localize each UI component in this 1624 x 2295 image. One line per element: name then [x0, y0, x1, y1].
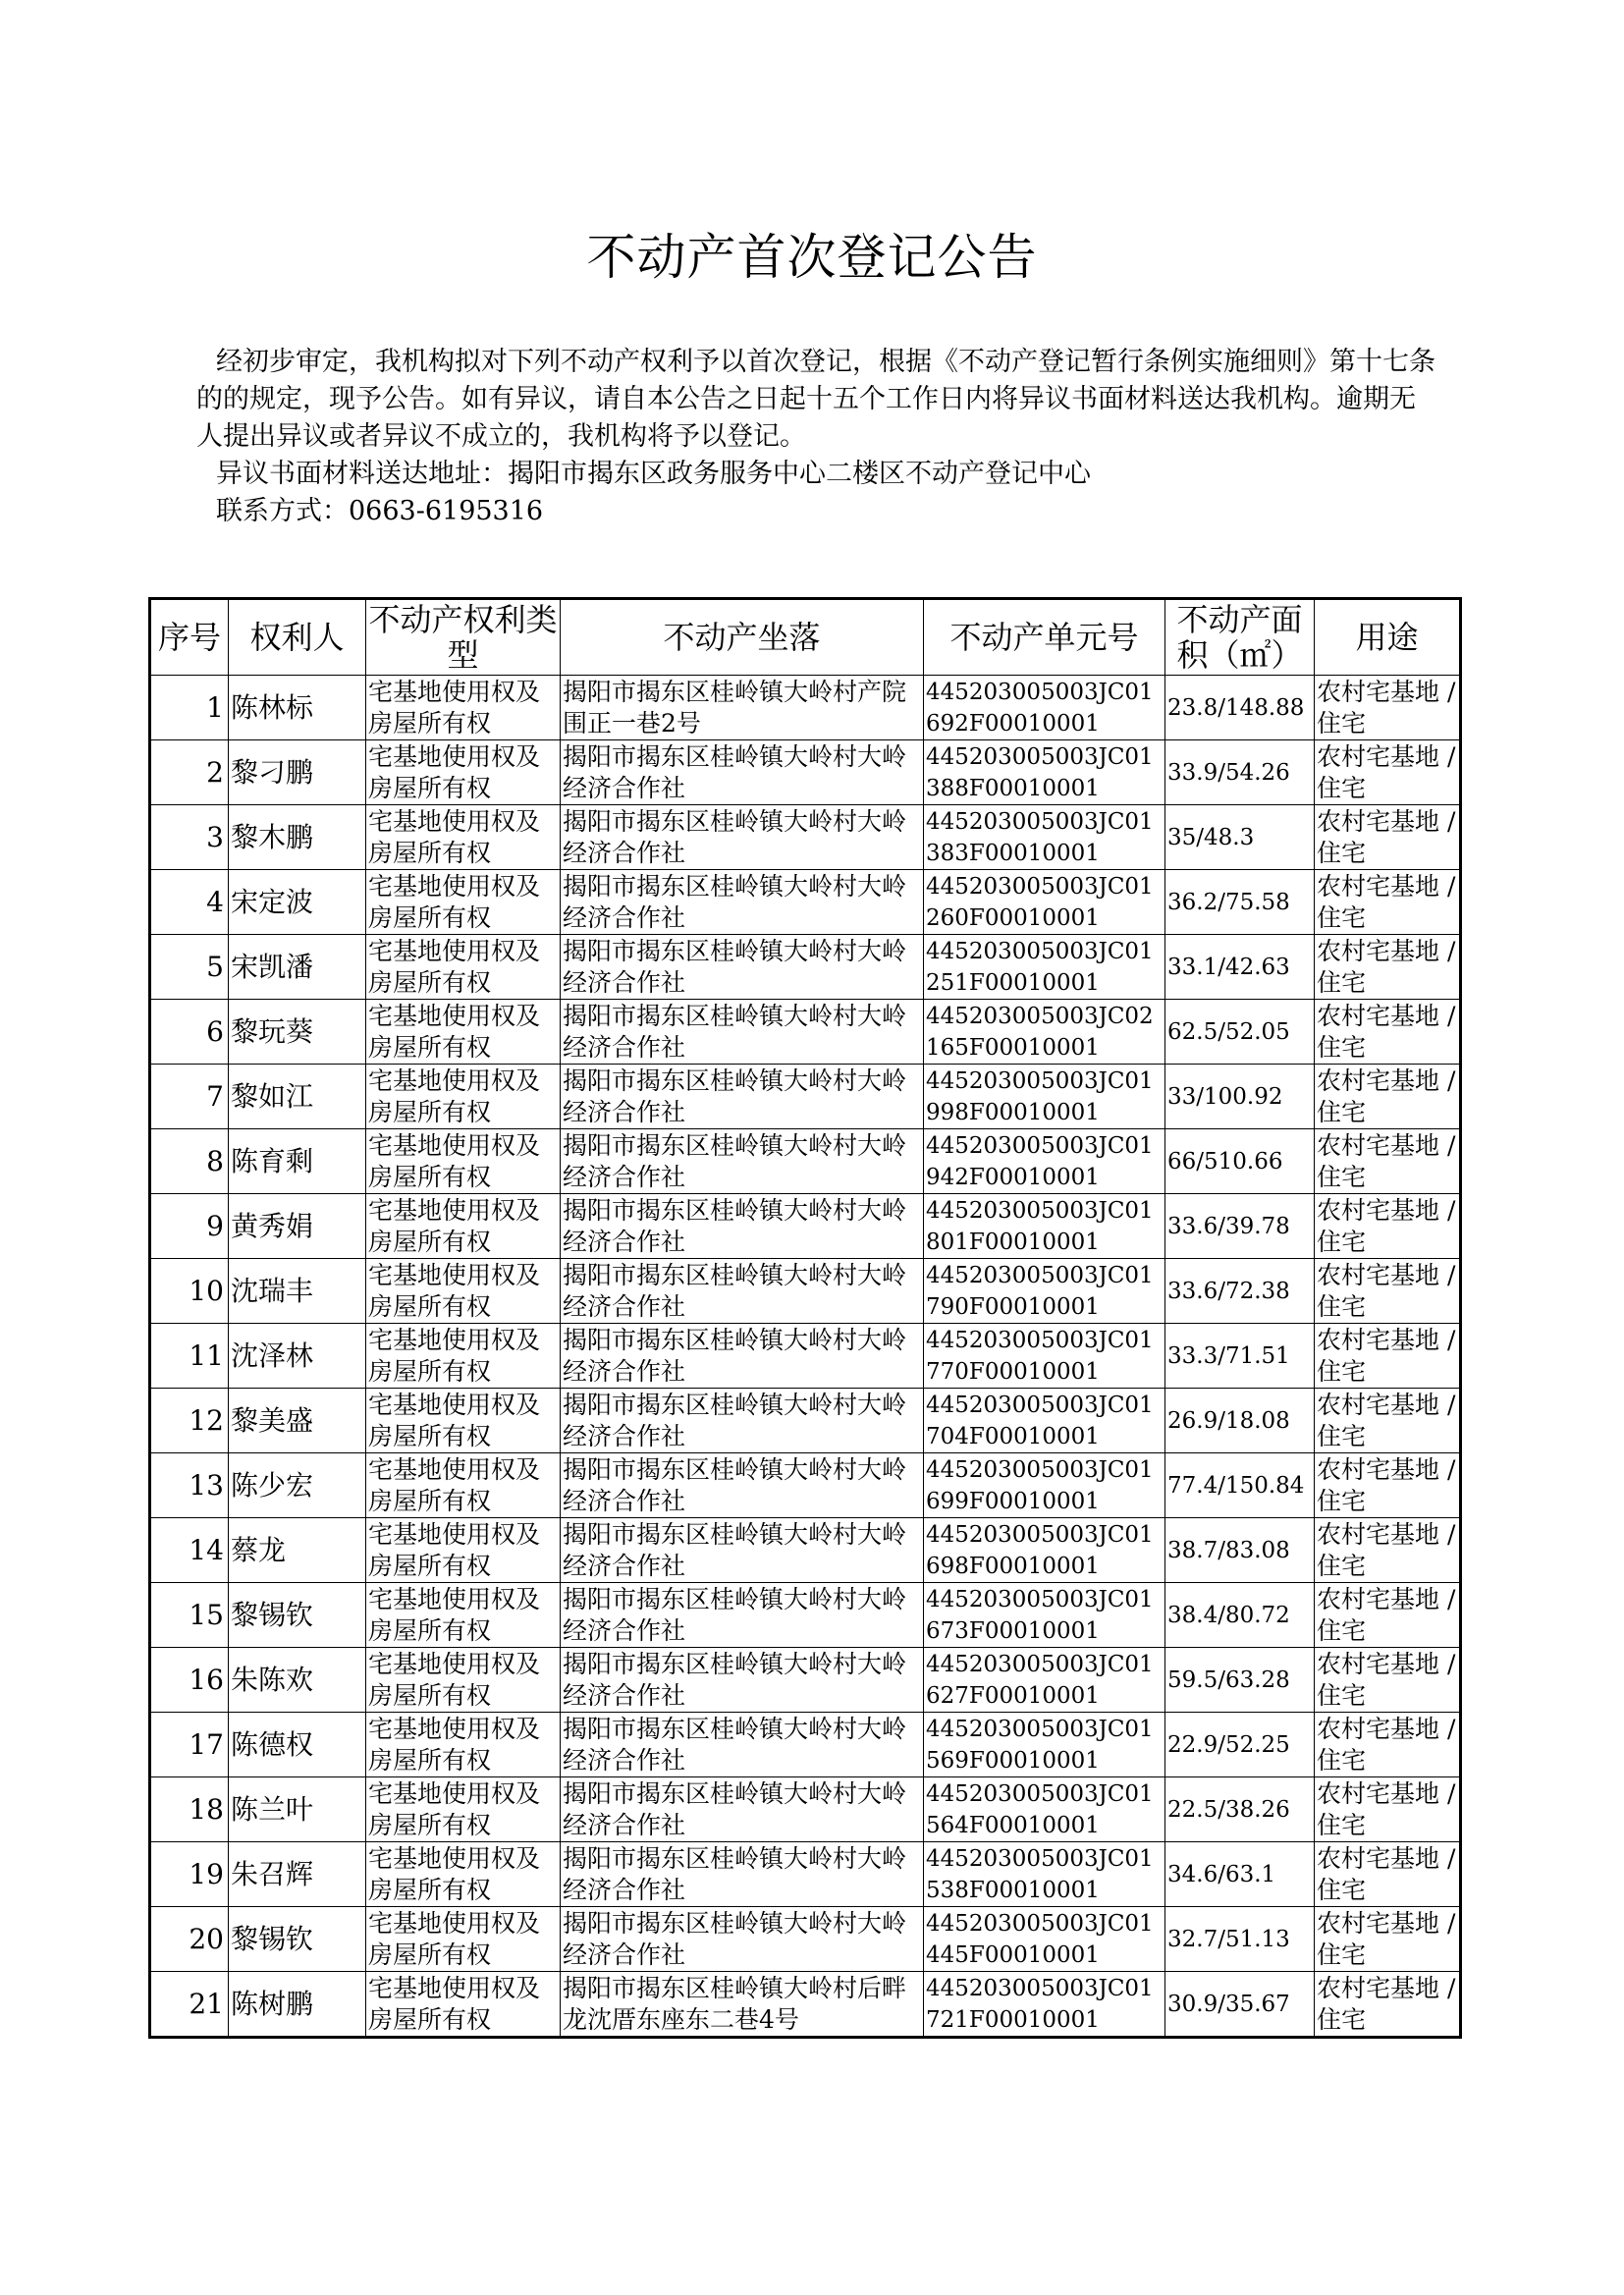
table-row	[150, 1453, 1461, 1518]
cell-area: 38.7/83.08	[1165, 1518, 1315, 1583]
table-row	[150, 1583, 1461, 1648]
cell-unit-number: 445203005003JC01699F00010001	[924, 1453, 1165, 1518]
cell-no: 8	[150, 1129, 229, 1194]
cell-right-type: 宅基地使用权及房屋所有权	[366, 676, 561, 740]
cell-owner: 陈林标	[229, 676, 366, 740]
table-row	[150, 1324, 1461, 1389]
cell-no: 7	[150, 1065, 229, 1129]
objection-address: 异议书面材料送达地址：揭阳市揭东区政务服务中心二楼区不动产登记中心	[216, 459, 1091, 489]
table-row	[150, 1972, 1461, 2038]
cell-unit-number: 445203005003JC01998F00010001	[924, 1065, 1165, 1129]
cell-unit-number: 445203005003JC01564F00010001	[924, 1777, 1165, 1842]
cell-unit-number: 445203005003JC01770F00010001	[924, 1324, 1165, 1389]
cell-no: 21	[150, 1972, 229, 2038]
cell-use: 农村宅基地 / 住宅	[1315, 1324, 1461, 1389]
cell-area: 22.5/38.26	[1165, 1777, 1315, 1842]
cell-right-type: 宅基地使用权及房屋所有权	[366, 1324, 561, 1389]
cell-location: 揭阳市揭东区桂岭镇大岭村大岭经济合作社	[561, 935, 924, 1000]
cell-right-type: 宅基地使用权及房屋所有权	[366, 870, 561, 935]
cell-area: 33/100.92	[1165, 1065, 1315, 1129]
table-row	[150, 1194, 1461, 1259]
cell-location: 揭阳市揭东区桂岭镇大岭村大岭经济合作社	[561, 1065, 924, 1129]
cell-right-type: 宅基地使用权及房屋所有权	[366, 1842, 561, 1907]
cell-no: 19	[150, 1842, 229, 1907]
header-owner: 权利人	[229, 599, 366, 676]
notice-intro	[196, 344, 1437, 530]
table-row	[150, 1389, 1461, 1453]
cell-no: 15	[150, 1583, 229, 1648]
cell-location: 揭阳市揭东区桂岭镇大岭村大岭经济合作社	[561, 1713, 924, 1777]
cell-unit-number: 445203005003JC01445F00010001	[924, 1907, 1165, 1972]
cell-location: 揭阳市揭东区桂岭镇大岭村大岭经济合作社	[561, 1907, 924, 1972]
table-body	[150, 676, 1461, 2038]
cell-location: 揭阳市揭东区桂岭镇大岭村大岭经济合作社	[561, 1842, 924, 1907]
cell-no: 12	[150, 1389, 229, 1453]
header-use: 用途	[1315, 599, 1461, 676]
cell-unit-number: 445203005003JC01383F00010001	[924, 805, 1165, 870]
table-row	[150, 676, 1461, 740]
cell-use: 农村宅基地 / 住宅	[1315, 1842, 1461, 1907]
cell-area: 62.5/52.05	[1165, 1000, 1315, 1065]
cell-use: 农村宅基地 / 住宅	[1315, 935, 1461, 1000]
cell-location: 揭阳市揭东区桂岭镇大岭村大岭经济合作社	[561, 1129, 924, 1194]
cell-owner: 陈少宏	[229, 1453, 366, 1518]
cell-right-type: 宅基地使用权及房屋所有权	[366, 1194, 561, 1259]
notice-paragraph: 经初步审定，我机构拟对下列不动产权利予以首次登记，根据《不动产登记暂行条例实施细则》第十七条的的规定，现予公告。如有异议，请自本公告之日起十五个工作日内将异议书面材料送达我机构。逾期无人提出异议或者异议不成立的，我机构将予以登记。	[196, 347, 1435, 452]
cell-right-type: 宅基地使用权及房屋所有权	[366, 935, 561, 1000]
table-row	[150, 935, 1461, 1000]
cell-unit-number: 445203005003JC01942F00010001	[924, 1129, 1165, 1194]
cell-area: 33.1/42.63	[1165, 935, 1315, 1000]
cell-unit-number: 445203005003JC01790F00010001	[924, 1259, 1165, 1324]
table-row	[150, 1777, 1461, 1842]
cell-area: 33.3/71.51	[1165, 1324, 1315, 1389]
cell-no: 14	[150, 1518, 229, 1583]
cell-no: 10	[150, 1259, 229, 1324]
cell-location: 揭阳市揭东区桂岭镇大岭村大岭经济合作社	[561, 1453, 924, 1518]
cell-right-type: 宅基地使用权及房屋所有权	[366, 1129, 561, 1194]
cell-use: 农村宅基地 / 住宅	[1315, 1259, 1461, 1324]
table-row	[150, 1065, 1461, 1129]
table-row	[150, 1907, 1461, 1972]
cell-owner: 黎美盛	[229, 1389, 366, 1453]
cell-no: 2	[150, 740, 229, 805]
cell-area: 23.8/148.88	[1165, 676, 1315, 740]
cell-unit-number: 445203005003JC01251F00010001	[924, 935, 1165, 1000]
cell-unit-number: 445203005003JC01698F00010001	[924, 1518, 1165, 1583]
cell-no: 6	[150, 1000, 229, 1065]
cell-unit-number: 445203005003JC01692F00010001	[924, 676, 1165, 740]
cell-owner: 宋凯潘	[229, 935, 366, 1000]
cell-owner: 陈兰叶	[229, 1777, 366, 1842]
cell-location: 揭阳市揭东区桂岭镇大岭村大岭经济合作社	[561, 1777, 924, 1842]
cell-no: 5	[150, 935, 229, 1000]
cell-right-type: 宅基地使用权及房屋所有权	[366, 1065, 561, 1129]
cell-owner: 黎锡钦	[229, 1583, 366, 1648]
cell-location: 揭阳市揭东区桂岭镇大岭村大岭经济合作社	[561, 1259, 924, 1324]
cell-unit-number: 445203005003JC01801F00010001	[924, 1194, 1165, 1259]
contact-info: 联系方式：0663-6195316	[216, 496, 544, 526]
cell-unit-number: 445203005003JC02165F00010001	[924, 1000, 1165, 1065]
table-header-row	[150, 599, 1461, 676]
cell-owner: 黎木鹏	[229, 805, 366, 870]
table-row	[150, 805, 1461, 870]
cell-location: 揭阳市揭东区桂岭镇大岭村大岭经济合作社	[561, 805, 924, 870]
table-row	[150, 1259, 1461, 1324]
header-right-type: 不动产权利类型	[366, 599, 561, 676]
cell-area: 26.9/18.08	[1165, 1389, 1315, 1453]
cell-use: 农村宅基地 / 住宅	[1315, 1583, 1461, 1648]
cell-area: 34.6/63.1	[1165, 1842, 1315, 1907]
cell-use: 农村宅基地 / 住宅	[1315, 1518, 1461, 1583]
table-row	[150, 1518, 1461, 1583]
cell-use: 农村宅基地 / 住宅	[1315, 1000, 1461, 1065]
cell-unit-number: 445203005003JC01538F00010001	[924, 1842, 1165, 1907]
cell-use: 农村宅基地 / 住宅	[1315, 1129, 1461, 1194]
cell-area: 38.4/80.72	[1165, 1583, 1315, 1648]
cell-owner: 陈育剩	[229, 1129, 366, 1194]
cell-location: 揭阳市揭东区桂岭镇大岭村大岭经济合作社	[561, 1389, 924, 1453]
cell-area: 36.2/75.58	[1165, 870, 1315, 935]
page-title: 不动产首次登记公告	[586, 229, 1038, 286]
cell-use: 农村宅基地 / 住宅	[1315, 870, 1461, 935]
cell-owner: 宋定波	[229, 870, 366, 935]
cell-unit-number: 445203005003JC01388F00010001	[924, 740, 1165, 805]
cell-use: 农村宅基地 / 住宅	[1315, 1713, 1461, 1777]
cell-right-type: 宅基地使用权及房屋所有权	[366, 1972, 561, 2038]
cell-use: 农村宅基地 / 住宅	[1315, 1907, 1461, 1972]
cell-right-type: 宅基地使用权及房屋所有权	[366, 1907, 561, 1972]
cell-location: 揭阳市揭东区桂岭镇大岭村大岭经济合作社	[561, 1648, 924, 1713]
cell-use: 农村宅基地 / 住宅	[1315, 1648, 1461, 1713]
cell-location: 揭阳市揭东区桂岭镇大岭村后畔龙沈厝东座东二巷4号	[561, 1972, 924, 2038]
header-no: 序号	[150, 599, 229, 676]
cell-owner: 黎如江	[229, 1065, 366, 1129]
cell-no: 18	[150, 1777, 229, 1842]
cell-right-type: 宅基地使用权及房屋所有权	[366, 1777, 561, 1842]
cell-right-type: 宅基地使用权及房屋所有权	[366, 1583, 561, 1648]
cell-right-type: 宅基地使用权及房屋所有权	[366, 805, 561, 870]
cell-location: 揭阳市揭东区桂岭镇大岭村大岭经济合作社	[561, 740, 924, 805]
cell-owner: 沈瑞丰	[229, 1259, 366, 1324]
cell-right-type: 宅基地使用权及房屋所有权	[366, 1259, 561, 1324]
cell-right-type: 宅基地使用权及房屋所有权	[366, 1389, 561, 1453]
cell-no: 13	[150, 1453, 229, 1518]
cell-right-type: 宅基地使用权及房屋所有权	[366, 740, 561, 805]
cell-location: 揭阳市揭东区桂岭镇大岭村大岭经济合作社	[561, 870, 924, 935]
cell-owner: 黎锡钦	[229, 1907, 366, 1972]
table-row	[150, 740, 1461, 805]
cell-no: 20	[150, 1907, 229, 1972]
cell-owner: 陈德权	[229, 1713, 366, 1777]
header-area: 不动产面积（㎡）	[1165, 599, 1315, 676]
table-row	[150, 1000, 1461, 1065]
table-row	[150, 1713, 1461, 1777]
cell-area: 59.5/63.28	[1165, 1648, 1315, 1713]
cell-area: 33.9/54.26	[1165, 740, 1315, 805]
cell-no: 17	[150, 1713, 229, 1777]
cell-area: 22.9/52.25	[1165, 1713, 1315, 1777]
table-row	[150, 1648, 1461, 1713]
cell-use: 农村宅基地 / 住宅	[1315, 676, 1461, 740]
cell-area: 32.7/51.13	[1165, 1907, 1315, 1972]
cell-no: 4	[150, 870, 229, 935]
cell-area: 77.4/150.84	[1165, 1453, 1315, 1518]
cell-owner: 陈树鹏	[229, 1972, 366, 2038]
cell-area: 30.9/35.67	[1165, 1972, 1315, 2038]
cell-use: 农村宅基地 / 住宅	[1315, 1453, 1461, 1518]
cell-right-type: 宅基地使用权及房屋所有权	[366, 1000, 561, 1065]
cell-no: 3	[150, 805, 229, 870]
cell-location: 揭阳市揭东区桂岭镇大岭村大岭经济合作社	[561, 1583, 924, 1648]
cell-area: 33.6/72.38	[1165, 1259, 1315, 1324]
header-location: 不动产坐落	[561, 599, 924, 676]
cell-location: 揭阳市揭东区桂岭镇大岭村大岭经济合作社	[561, 1518, 924, 1583]
cell-no: 1	[150, 676, 229, 740]
cell-right-type: 宅基地使用权及房屋所有权	[366, 1648, 561, 1713]
cell-owner: 黄秀娟	[229, 1194, 366, 1259]
table-row	[150, 870, 1461, 935]
cell-area: 66/510.66	[1165, 1129, 1315, 1194]
cell-area: 33.6/39.78	[1165, 1194, 1315, 1259]
cell-right-type: 宅基地使用权及房屋所有权	[366, 1518, 561, 1583]
cell-owner: 蔡龙	[229, 1518, 366, 1583]
cell-no: 9	[150, 1194, 229, 1259]
cell-use: 农村宅基地 / 住宅	[1315, 1972, 1461, 2038]
cell-unit-number: 445203005003JC01627F00010001	[924, 1648, 1165, 1713]
cell-unit-number: 445203005003JC01673F00010001	[924, 1583, 1165, 1648]
cell-unit-number: 445203005003JC01704F00010001	[924, 1389, 1165, 1453]
cell-right-type: 宅基地使用权及房屋所有权	[366, 1453, 561, 1518]
cell-unit-number: 445203005003JC01569F00010001	[924, 1713, 1165, 1777]
cell-owner: 朱陈欢	[229, 1648, 366, 1713]
cell-owner: 朱召辉	[229, 1842, 366, 1907]
cell-owner: 沈泽林	[229, 1324, 366, 1389]
cell-location: 揭阳市揭东区桂岭镇大岭村大岭经济合作社	[561, 1194, 924, 1259]
table-row	[150, 1129, 1461, 1194]
cell-unit-number: 445203005003JC01721F00010001	[924, 1972, 1165, 2038]
cell-unit-number: 445203005003JC01260F00010001	[924, 870, 1165, 935]
header-unit-number: 不动产单元号	[924, 599, 1165, 676]
cell-use: 农村宅基地 / 住宅	[1315, 1194, 1461, 1259]
cell-location: 揭阳市揭东区桂岭镇大岭村产院围正一巷2号	[561, 676, 924, 740]
cell-no: 16	[150, 1648, 229, 1713]
cell-location: 揭阳市揭东区桂岭镇大岭村大岭经济合作社	[561, 1324, 924, 1389]
cell-use: 农村宅基地 / 住宅	[1315, 1777, 1461, 1842]
cell-use: 农村宅基地 / 住宅	[1315, 1065, 1461, 1129]
cell-use: 农村宅基地 / 住宅	[1315, 805, 1461, 870]
cell-use: 农村宅基地 / 住宅	[1315, 740, 1461, 805]
registration-table	[148, 597, 1462, 2039]
cell-area: 35/48.3	[1165, 805, 1315, 870]
table-row	[150, 1842, 1461, 1907]
cell-owner: 黎玩葵	[229, 1000, 366, 1065]
cell-location: 揭阳市揭东区桂岭镇大岭村大岭经济合作社	[561, 1000, 924, 1065]
cell-no: 11	[150, 1324, 229, 1389]
cell-owner: 黎刁鹏	[229, 740, 366, 805]
cell-use: 农村宅基地 / 住宅	[1315, 1389, 1461, 1453]
cell-right-type: 宅基地使用权及房屋所有权	[366, 1713, 561, 1777]
